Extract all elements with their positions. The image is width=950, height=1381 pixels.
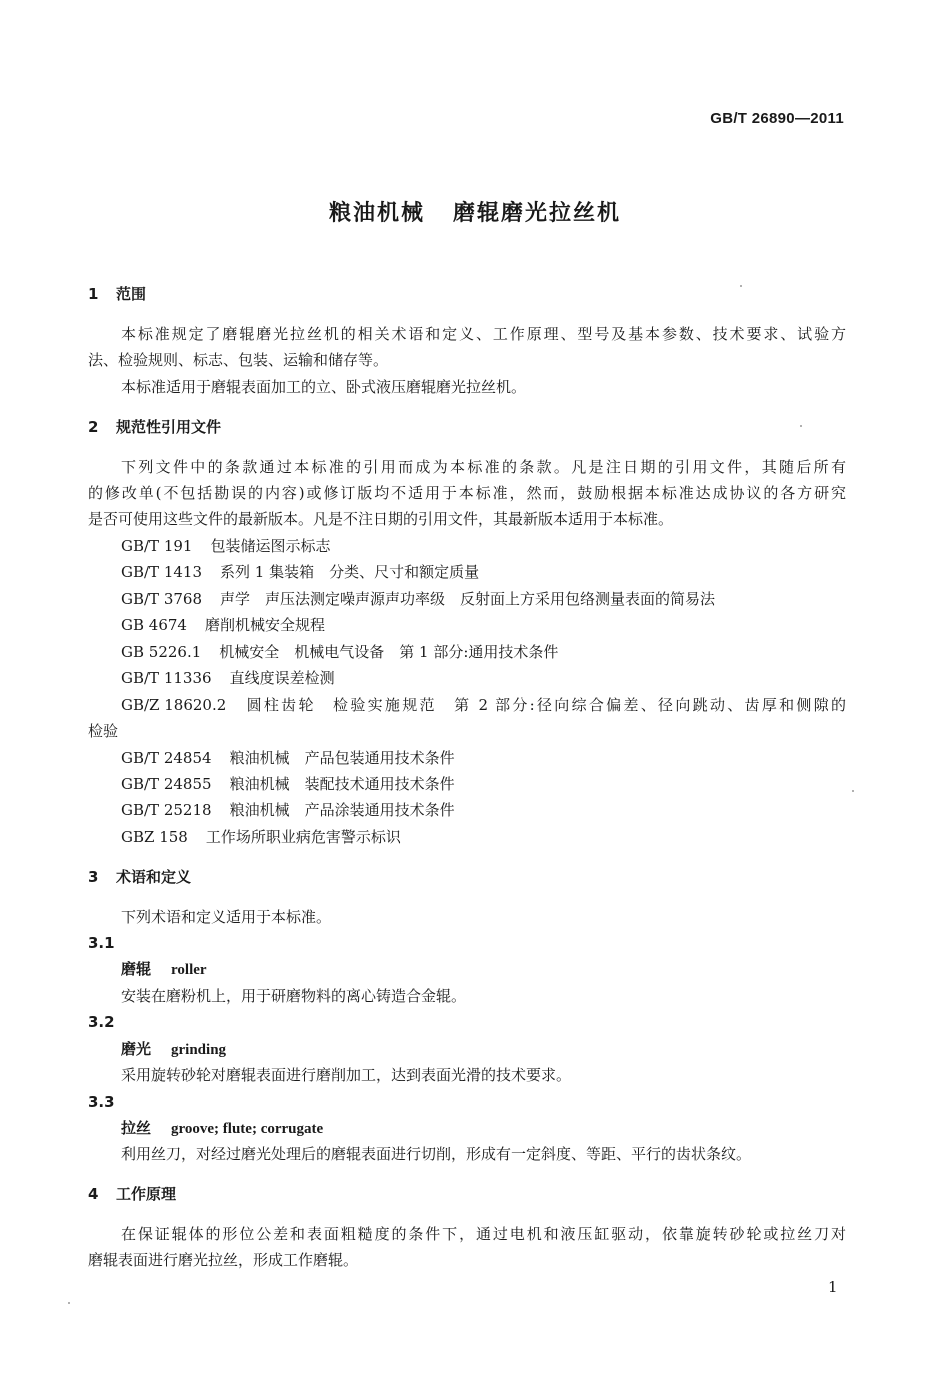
reference-title: 圆柱齿轮 检验实施规范 第 2 部分:径向综合偏差、径向跳动、齿厚和侧隙的 (244, 696, 846, 714)
term-chinese: 磨光 (121, 1040, 152, 1058)
reference-title: 声学 声压法测定噪声源声功率级 反射面上方采用包络测量表面的简易法 (220, 590, 716, 608)
reference-code: GB/T 11336 (121, 669, 212, 687)
term-definition: 采用旋转砂轮对磨辊表面进行磨削加工，达到表面光滑的技术要求。 (121, 1066, 572, 1084)
reference-code: GB 5226.1 (121, 643, 202, 661)
section-4-paragraph-line-1: 在保证辊体的形位公差和表面粗糙度的条件下，通过电机和液压缸驱动，依靠旋转砂轮或拉丝刀对 (121, 1225, 846, 1243)
term-definition: 安装在磨粉机上，用于研磨物料的离心铸造合金辊。 (121, 987, 467, 1005)
section-number: 1 (88, 285, 99, 303)
section-4-heading (88, 1184, 176, 1204)
section-title: 术语和定义 (116, 868, 192, 886)
reference-item (121, 589, 715, 609)
section-1-paragraph-1-line-1: 本标准规定了磨辊磨光拉丝机的相关术语和定义、工作原理、型号及基本参数、技术要求、试验方 (121, 325, 846, 343)
term-definition: 利用丝刀，对经过磨光处理后的磨辊表面进行切削，形成有一定斜度、等距、平行的齿状条纹。 (121, 1145, 752, 1163)
reference-item (121, 668, 335, 688)
section-title: 工作原理 (116, 1185, 177, 1203)
page-number: 1 (828, 1278, 838, 1296)
section-2-paragraph-line-3: 是否可使用这些文件的最新版本。凡是不注日期的引用文件，其最新版本适用于本标准。 (88, 510, 674, 528)
term-entry (121, 1039, 226, 1060)
section-3-heading (88, 867, 191, 887)
reference-title: 工作场所职业病危害警示标识 (205, 828, 401, 846)
section-title: 范围 (116, 285, 147, 303)
section-1-heading (88, 284, 146, 304)
reference-code: GB/T 24855 (121, 775, 212, 793)
section-number: 3 (88, 868, 99, 886)
reference-code: GB 4674 (121, 616, 187, 634)
reference-item-continuation (88, 721, 118, 741)
section-2-paragraph-line-1: 下列文件中的条款通过本标准的引用而成为本标准的条款。凡是注日期的引用文件，其随后所有 (121, 458, 846, 476)
reference-code: GB/T 24854 (121, 749, 212, 767)
reference-code: GB/T 25218 (121, 801, 212, 819)
reference-title: 机械安全 机械电气设备 第 1 部分:通用技术条件 (219, 643, 559, 661)
document-title (0, 196, 950, 227)
reference-item (121, 642, 558, 662)
section-4-paragraph-line-2: 磨辊表面进行磨光拉丝，形成工作磨辊。 (88, 1251, 359, 1269)
section-1-paragraph-2: 本标准适用于磨辊表面加工的立、卧式液压磨辊磨光拉丝机。 (121, 378, 527, 396)
reference-item (121, 800, 455, 820)
term-english: roller (171, 962, 207, 978)
reference-title: 检验 (88, 722, 119, 740)
section-3-intro: 下列术语和定义适用于本标准。 (121, 908, 332, 926)
section-2-heading (88, 417, 221, 437)
clause-number: 3.3 (88, 1093, 115, 1111)
section-1-paragraph-1-line-2: 法、检验规则、标志、包装、运输和储存等。 (88, 351, 389, 369)
clause-number: 3.1 (88, 934, 115, 952)
reference-code: GB/T 191 (121, 537, 193, 555)
reference-title: 粮油机械 产品涂装通用技术条件 (229, 801, 455, 819)
reference-code: GB/T 3768 (121, 590, 203, 608)
reference-item (121, 615, 325, 635)
title-part-1: 粮油机械 (328, 201, 425, 226)
reference-title: 粮油机械 产品包装通用技术条件 (229, 749, 455, 767)
title-part-2: 磨辊磨光拉丝机 (453, 201, 622, 226)
scan-speck (740, 285, 742, 287)
reference-item (121, 695, 846, 715)
reference-code: GB/Z 18620.2 (121, 696, 227, 714)
reference-item (121, 562, 479, 582)
standard-code: GB/T 26890—2011 (710, 110, 844, 127)
reference-code: GB/T 1413 (121, 563, 203, 581)
term-english: grinding (171, 1042, 227, 1058)
reference-title: 直线度误差检测 (229, 669, 335, 687)
reference-item (121, 774, 455, 794)
section-2-paragraph-line-2: 的修改单(不包括勘误的内容)或修订版均不适用于本标准，然而，鼓励根据本标准达成协议的各方研究 (88, 484, 846, 502)
scan-speck (852, 790, 854, 792)
reference-title: 包装储运图示标志 (210, 537, 331, 555)
scan-speck (800, 425, 802, 427)
term-entry (121, 959, 207, 980)
reference-code: GBZ 158 (121, 828, 188, 846)
reference-title: 磨削机械安全规程 (204, 616, 325, 634)
section-title: 规范性引用文件 (116, 418, 222, 436)
section-number: 2 (88, 418, 99, 436)
reference-title: 系列 1 集装箱 分类、尺寸和额定质量 (220, 563, 480, 581)
term-english: groove; flute; corrugate (171, 1121, 324, 1137)
section-number: 4 (88, 1185, 99, 1203)
term-entry (121, 1118, 323, 1139)
scan-speck (68, 1302, 70, 1304)
term-chinese: 磨辊 (121, 960, 152, 978)
reference-item (121, 748, 455, 768)
reference-item (121, 536, 330, 556)
reference-item (121, 827, 401, 847)
reference-title: 粮油机械 装配技术通用技术条件 (229, 775, 455, 793)
term-chinese: 拉丝 (121, 1119, 152, 1137)
clause-number: 3.2 (88, 1013, 115, 1031)
